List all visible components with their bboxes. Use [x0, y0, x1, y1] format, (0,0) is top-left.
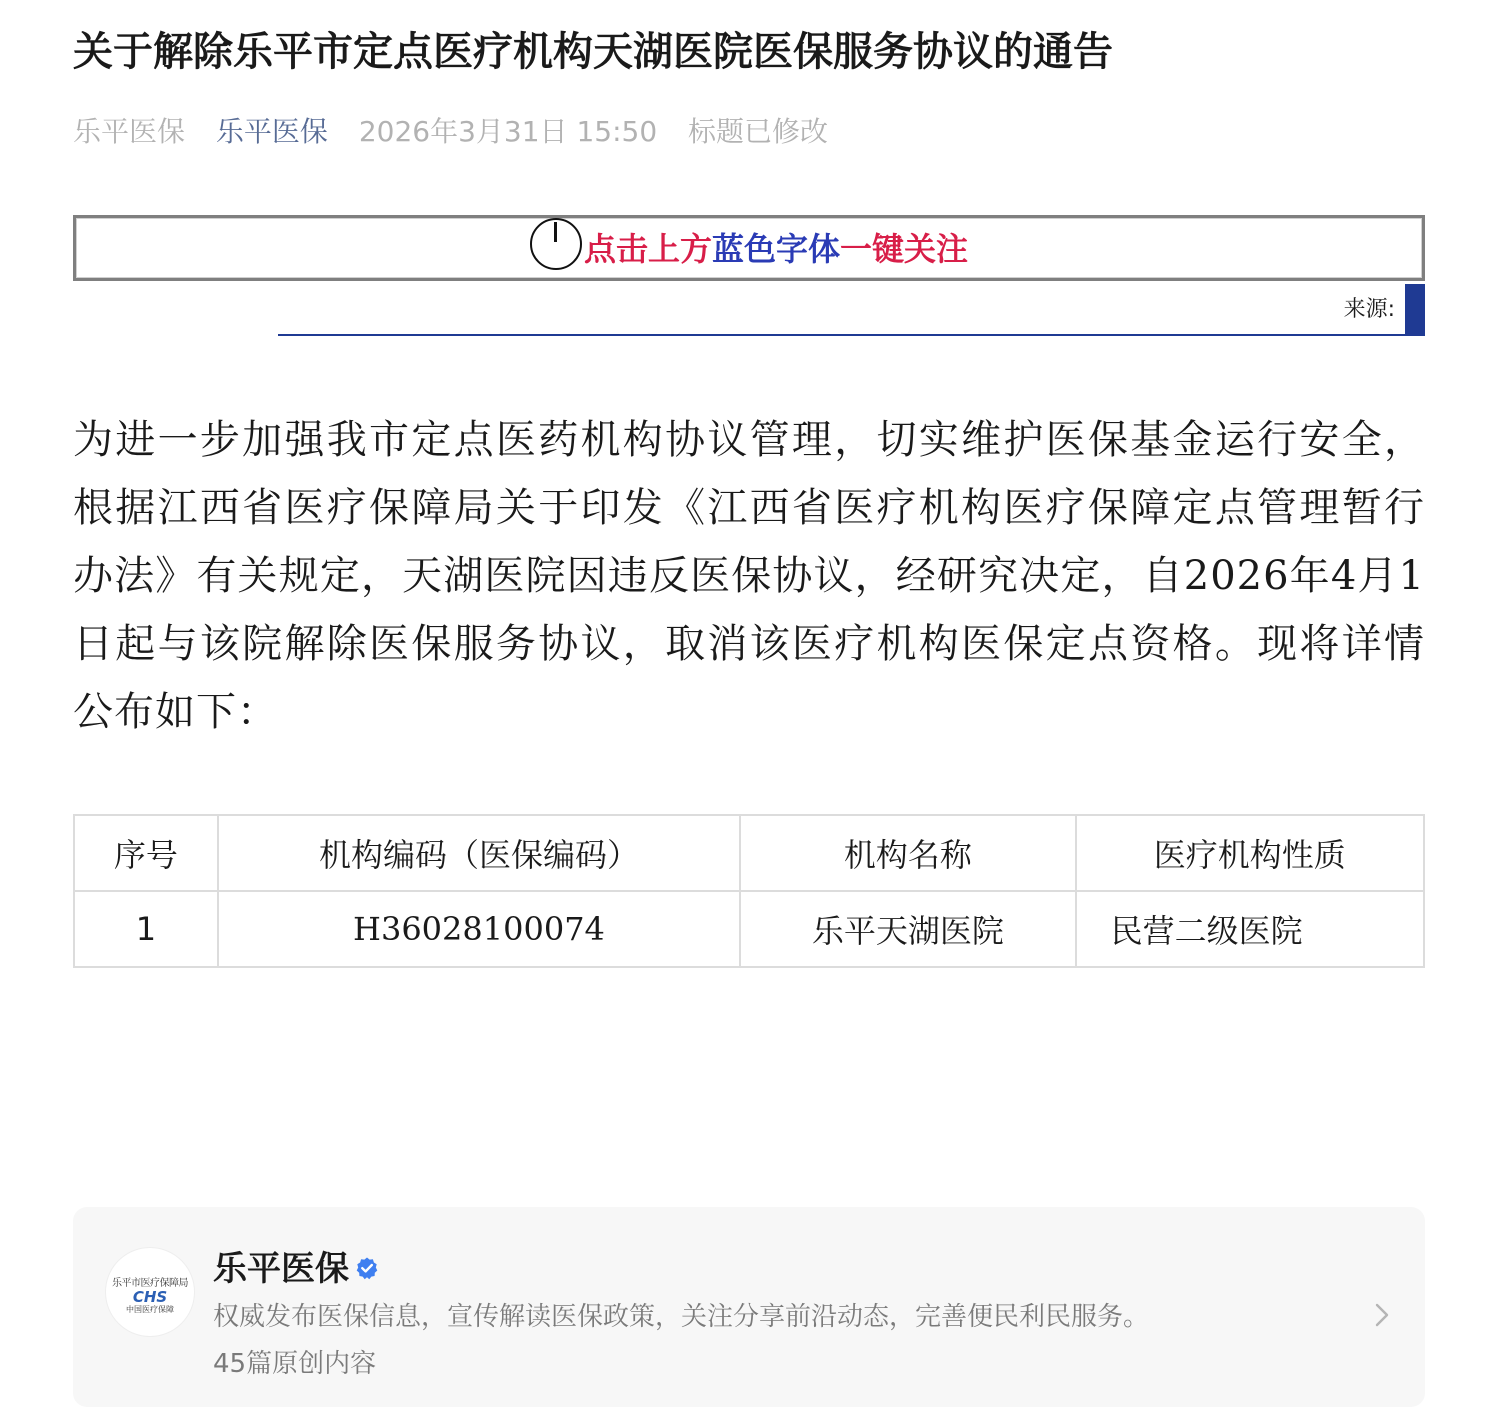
- avatar-logo-sub: 中国医疗保障: [126, 1305, 174, 1314]
- account-card[interactable]: [73, 1207, 1425, 1407]
- account-description: 权威发布医保信息，宣传解读医保政策，关注分享前沿动态，完善便民利民服务。: [213, 1302, 1150, 1332]
- avatar: [105, 1247, 195, 1337]
- avatar-logo: CHS: [132, 1288, 168, 1306]
- table-header-row: [74, 815, 1424, 891]
- source-label: 来源:: [1343, 297, 1395, 322]
- meta-edited-note: 标题已修改: [688, 115, 829, 148]
- follow-text-part2: 蓝色字体: [711, 229, 840, 268]
- table-cell-nature: 民营二级医院: [1076, 891, 1424, 967]
- account-name-row: [213, 1247, 379, 1291]
- article-title: 关于解除乐平市定点医疗机构天湖医院医保服务协议的通告: [73, 29, 1113, 75]
- table-cell-index: 1: [74, 891, 218, 967]
- table-header-cell: 序号: [74, 815, 218, 891]
- source-accent-bar: [1405, 284, 1425, 334]
- tap-indicator-icon: [530, 218, 582, 270]
- table-cell-name: 乐平天湖医院: [740, 891, 1075, 967]
- institution-table: [73, 814, 1425, 968]
- meta-account-link[interactable]: 乐平医保: [215, 115, 328, 148]
- table-row: [74, 891, 1424, 967]
- table-header-cell: 医疗机构性质: [1076, 815, 1424, 891]
- follow-banner-text: [584, 219, 968, 279]
- meta-author: 乐平医保: [73, 115, 186, 148]
- table-cell-code: H36028100074: [218, 891, 740, 967]
- article-meta: [73, 112, 850, 152]
- follow-text-part1: 点击上方: [583, 229, 712, 268]
- follow-banner: [73, 215, 1425, 281]
- source-row: [278, 284, 1425, 336]
- chevron-right-icon[interactable]: [1371, 1300, 1393, 1330]
- table-header-cell: 机构名称: [740, 815, 1075, 891]
- table-header-cell: 机构编码（医保编码）: [218, 815, 740, 891]
- article-paragraph: 为进一步加强我市定点医药机构协议管理，切实维护医保基金运行安全，根据江西省医疗保障局关于印发《江西省医疗机构医疗保障定点管理暂行办法》有关规定，天湖医院因违反医保协议，经研究决定，自2026年4月1日起与该院解除医保服务协议，取消该医疗机构医保定点资格。现将详情公布如下：: [73, 417, 1425, 735]
- avatar-arc-text: 乐平市医疗保障局: [112, 1278, 188, 1289]
- account-name: 乐平医保: [213, 1249, 349, 1289]
- account-article-count: 45篇原创内容: [213, 1349, 377, 1379]
- follow-text-part3: 一键关注: [840, 229, 969, 268]
- meta-datetime: 2026年3月31日 15:50: [358, 115, 658, 148]
- verified-badge-icon: [355, 1256, 379, 1280]
